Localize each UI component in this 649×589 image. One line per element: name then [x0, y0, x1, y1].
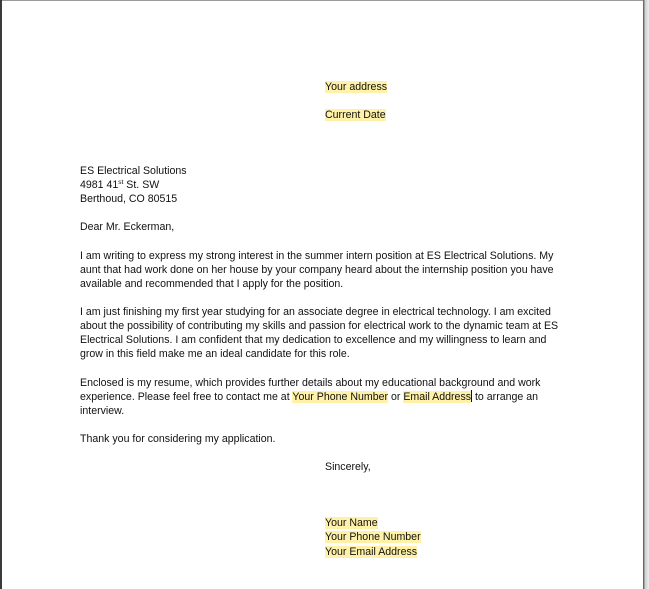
- paragraph3-line: Enclosed is my resume, which provides further details about my educational background and work: [80, 377, 541, 389]
- signature-name-line: [325, 516, 378, 531]
- contact-sentence-suffix: to arrange an: [472, 391, 539, 403]
- signature-name-placeholder[interactable]: Your Name: [325, 517, 378, 529]
- document-page[interactable]: [2, 1, 643, 589]
- signature-phone-placeholder[interactable]: Your Phone Number: [325, 531, 421, 543]
- sender-date-line: [325, 108, 386, 123]
- paragraph2-line: I am just finishing my first year studying for an associate degree in electrical technology. I am excited: [80, 306, 551, 318]
- street-ordinal-suffix: st: [118, 179, 124, 186]
- paragraph1-line: aunt that had work done on her house by your company heard about the internship position you have: [80, 264, 554, 276]
- recipient-city-line: Berthoud, CO 80515: [80, 193, 178, 205]
- paragraph2-line: grow in this field make me an ideal candidate for this role.: [80, 348, 350, 360]
- paragraph2-line: about the possibility of contributing my skills and passion for electrical work to the dynamic team at ES: [80, 320, 559, 332]
- email-address-placeholder[interactable]: Email Address: [403, 391, 472, 403]
- paragraph3-line: interview.: [80, 405, 125, 417]
- paragraph3-line: [80, 390, 538, 405]
- recipient-company: ES Electrical Solutions: [80, 165, 187, 177]
- sender-address-placeholder[interactable]: Your address: [325, 81, 388, 93]
- closing: Sincerely,: [325, 461, 371, 473]
- signature-email-placeholder[interactable]: Your Email Address: [325, 546, 418, 558]
- phone-number-placeholder[interactable]: Your Phone Number: [292, 391, 389, 403]
- contact-or-text: or: [388, 391, 404, 403]
- paragraph1-line: I am writing to express my strong interest in the summer intern position at ES Electrical Solutions. My: [80, 250, 554, 262]
- thank-you-line: Thank you for considering my application.: [80, 433, 276, 445]
- salutation: Dear Mr. Eckerman,: [80, 221, 175, 233]
- sender-address-line: [325, 80, 387, 95]
- signature-email-line: [325, 545, 417, 560]
- street-rest: St. SW: [123, 179, 160, 191]
- paragraph2-line: Electrical Solutions. I am confident that my dedication to excellence and my willingness to learn and: [80, 334, 547, 346]
- current-date-placeholder[interactable]: Current Date: [325, 109, 386, 121]
- page-shadow: [643, 0, 649, 589]
- signature-phone-line: [325, 530, 421, 545]
- contact-sentence-prefix: experience. Please feel free to contact me at: [80, 391, 293, 403]
- street-number: 4981 41: [80, 179, 119, 191]
- paragraph1-line: available and recommended that I apply for the position.: [80, 278, 344, 290]
- recipient-street: [80, 178, 159, 193]
